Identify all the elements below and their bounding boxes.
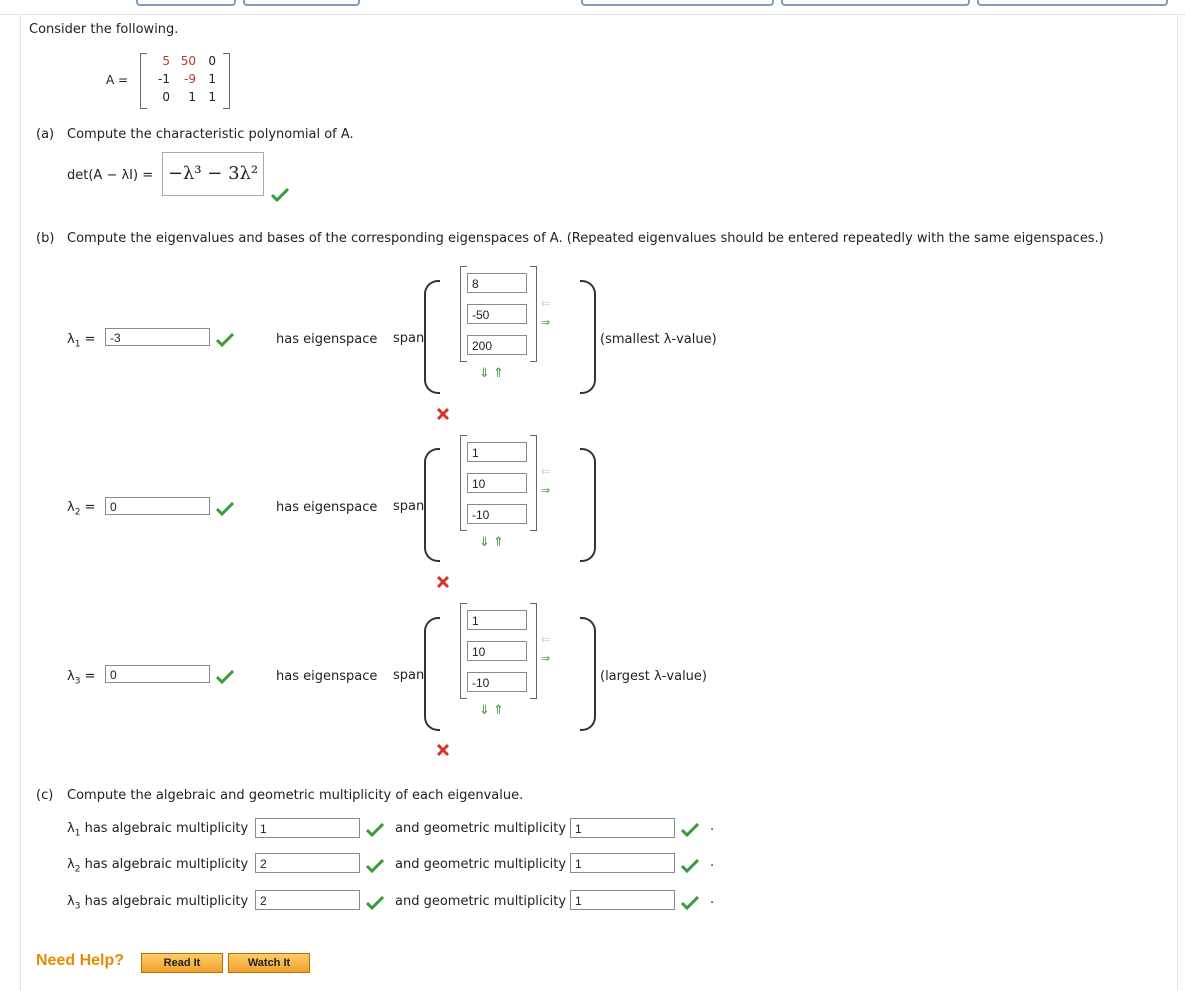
remove-column-icon[interactable]: ⇐ [541, 633, 551, 646]
check-icon [681, 896, 699, 910]
watch-it-button[interactable]: Watch It [228, 953, 310, 973]
incorrect-x-icon [436, 743, 450, 757]
top-tab-2[interactable] [243, 0, 360, 6]
matrix-cell: 1 [188, 90, 196, 104]
read-it-button[interactable]: Read It [141, 953, 223, 973]
eigenvector-1-entry-1[interactable]: 8 [467, 273, 527, 293]
mult-row-3-label: $\lambda_3$ has algebraic multiplicity [67, 894, 249, 912]
top-tab-3[interactable] [581, 0, 774, 6]
check-icon [366, 859, 384, 873]
add-column-icon[interactable]: ⇒ [541, 652, 551, 665]
alg-mult-1-input[interactable]: 1 [255, 818, 360, 838]
remove-column-icon[interactable]: ⇐ [541, 297, 551, 310]
eigenvector-2-entry-2[interactable]: 10 [467, 473, 527, 493]
matrix-cell: 1 [208, 90, 216, 104]
incorrect-x-icon [436, 407, 450, 421]
lambda-1-input[interactable]: -3 [105, 328, 210, 346]
lambda-3-input[interactable]: 0 [105, 665, 210, 683]
eigenvector-1-entry-3[interactable]: 200 [467, 335, 527, 355]
span-right-paren [580, 280, 596, 394]
period: . [710, 855, 715, 870]
part-a-label: (a) [36, 127, 55, 142]
eigenvector-3-entry-2[interactable]: 10 [467, 641, 527, 661]
geo-mult-1-input[interactable]: 1 [570, 818, 675, 838]
incorrect-x-icon [436, 575, 450, 589]
span-right-paren [580, 448, 596, 562]
remove-column-icon[interactable]: ⇐ [541, 465, 551, 478]
intro-text: Consider the following. [29, 22, 179, 37]
check-icon [681, 859, 699, 873]
check-icon [271, 188, 289, 202]
part-c-question: Compute the algebraic and geometric multiplicity of each eigenvalue. [67, 788, 524, 803]
span-right-paren [580, 617, 596, 731]
top-tab-5[interactable] [977, 0, 1168, 6]
period: . [710, 819, 715, 834]
vector-left-bracket [460, 435, 467, 531]
matrix-label: A = [106, 73, 129, 87]
mult-row-1-label: $\lambda_1$ has algebraic multiplicity [67, 821, 249, 839]
matrix-cell: 0 [208, 54, 216, 68]
lambda-2-input[interactable]: 0 [105, 497, 210, 515]
matrix-cell: 50 [180, 54, 196, 68]
has-eigenspace-text: has eigenspace [276, 500, 378, 515]
check-icon [366, 823, 384, 837]
check-icon [681, 823, 699, 837]
remove-row-icon[interactable]: ⇓ [479, 535, 490, 550]
eigenvector-3-entry-3[interactable]: -10 [467, 672, 527, 692]
matrix-cell: 0 [162, 90, 170, 104]
vector-left-bracket [460, 603, 467, 699]
vector-right-bracket [530, 266, 537, 362]
span-left-paren [424, 280, 440, 394]
period: . [710, 892, 715, 907]
remove-row-icon[interactable]: ⇓ [479, 366, 490, 381]
matrix-cell: -1 [158, 72, 170, 86]
geo-mult-label: and geometric multiplicity [395, 857, 567, 872]
matrix-cell: -9 [184, 72, 196, 86]
check-icon [216, 502, 234, 516]
check-icon [216, 333, 234, 347]
part-c-label: (c) [36, 788, 54, 803]
eigenvector-2-entry-1[interactable]: 1 [467, 442, 527, 462]
geo-mult-3-input[interactable]: 1 [570, 890, 675, 910]
eigenvector-1-entry-2[interactable]: -50 [467, 304, 527, 324]
alg-mult-2-input[interactable]: 2 [255, 853, 360, 873]
eigenvector-3-entry-1[interactable]: 1 [467, 610, 527, 630]
matrix-cell: 5 [162, 54, 170, 68]
top-tab-1[interactable] [136, 0, 236, 6]
add-column-icon[interactable]: ⇒ [541, 484, 551, 497]
has-eigenspace-text: has eigenspace [276, 669, 378, 684]
add-column-icon[interactable]: ⇒ [541, 316, 551, 329]
mult-row-2-label: $\lambda_2$ has algebraic multiplicity [67, 857, 249, 875]
vector-left-bracket [460, 266, 467, 362]
lambda-3-label: $\lambda_3$ = [67, 669, 96, 687]
geo-mult-label: and geometric multiplicity [395, 894, 567, 909]
vector-right-bracket [530, 435, 537, 531]
span-left-paren [424, 617, 440, 731]
matrix-right-bracket [223, 53, 230, 109]
det-label: det(A − λI) = [67, 168, 154, 183]
geo-mult-label: and geometric multiplicity [395, 821, 567, 836]
has-eigenspace-text: has eigenspace [276, 332, 378, 347]
span-text: span [393, 331, 425, 346]
check-icon [216, 670, 234, 684]
span-text: span [393, 499, 425, 514]
span-text: span [393, 668, 425, 683]
smallest-note: (smallest λ-value) [600, 332, 717, 347]
matrix-a [146, 54, 222, 108]
need-help-label: Need Help? [36, 952, 125, 969]
part-b-question: Compute the eigenvalues and bases of the corresponding eigenspaces of A. (Repeated eigenvalues should be entered repeatedly with the same eigenspaces.) [67, 231, 1104, 246]
add-row-icon[interactable]: ⇑ [493, 535, 504, 550]
largest-note: (largest λ-value) [600, 669, 707, 684]
remove-row-icon[interactable]: ⇓ [479, 703, 490, 718]
eigenvector-2-entry-3[interactable]: -10 [467, 504, 527, 524]
part-a-question: Compute the characteristic polynomial of A. [67, 127, 354, 142]
lambda-2-label: $\lambda_2$ = [67, 500, 96, 518]
matrix-cell: 1 [208, 72, 216, 86]
part-b-label: (b) [36, 231, 55, 246]
alg-mult-3-input[interactable]: 2 [255, 890, 360, 910]
check-icon [366, 896, 384, 910]
top-tab-4[interactable] [781, 0, 970, 6]
lambda-1-label: $\lambda_1$ = [67, 332, 96, 350]
characteristic-polynomial-answer[interactable]: −λ³ − 3λ² [162, 152, 264, 196]
add-row-icon[interactable]: ⇑ [493, 703, 504, 718]
geo-mult-2-input[interactable]: 1 [570, 853, 675, 873]
span-left-paren [424, 448, 440, 562]
vector-right-bracket [530, 603, 537, 699]
add-row-icon[interactable]: ⇑ [493, 366, 504, 381]
